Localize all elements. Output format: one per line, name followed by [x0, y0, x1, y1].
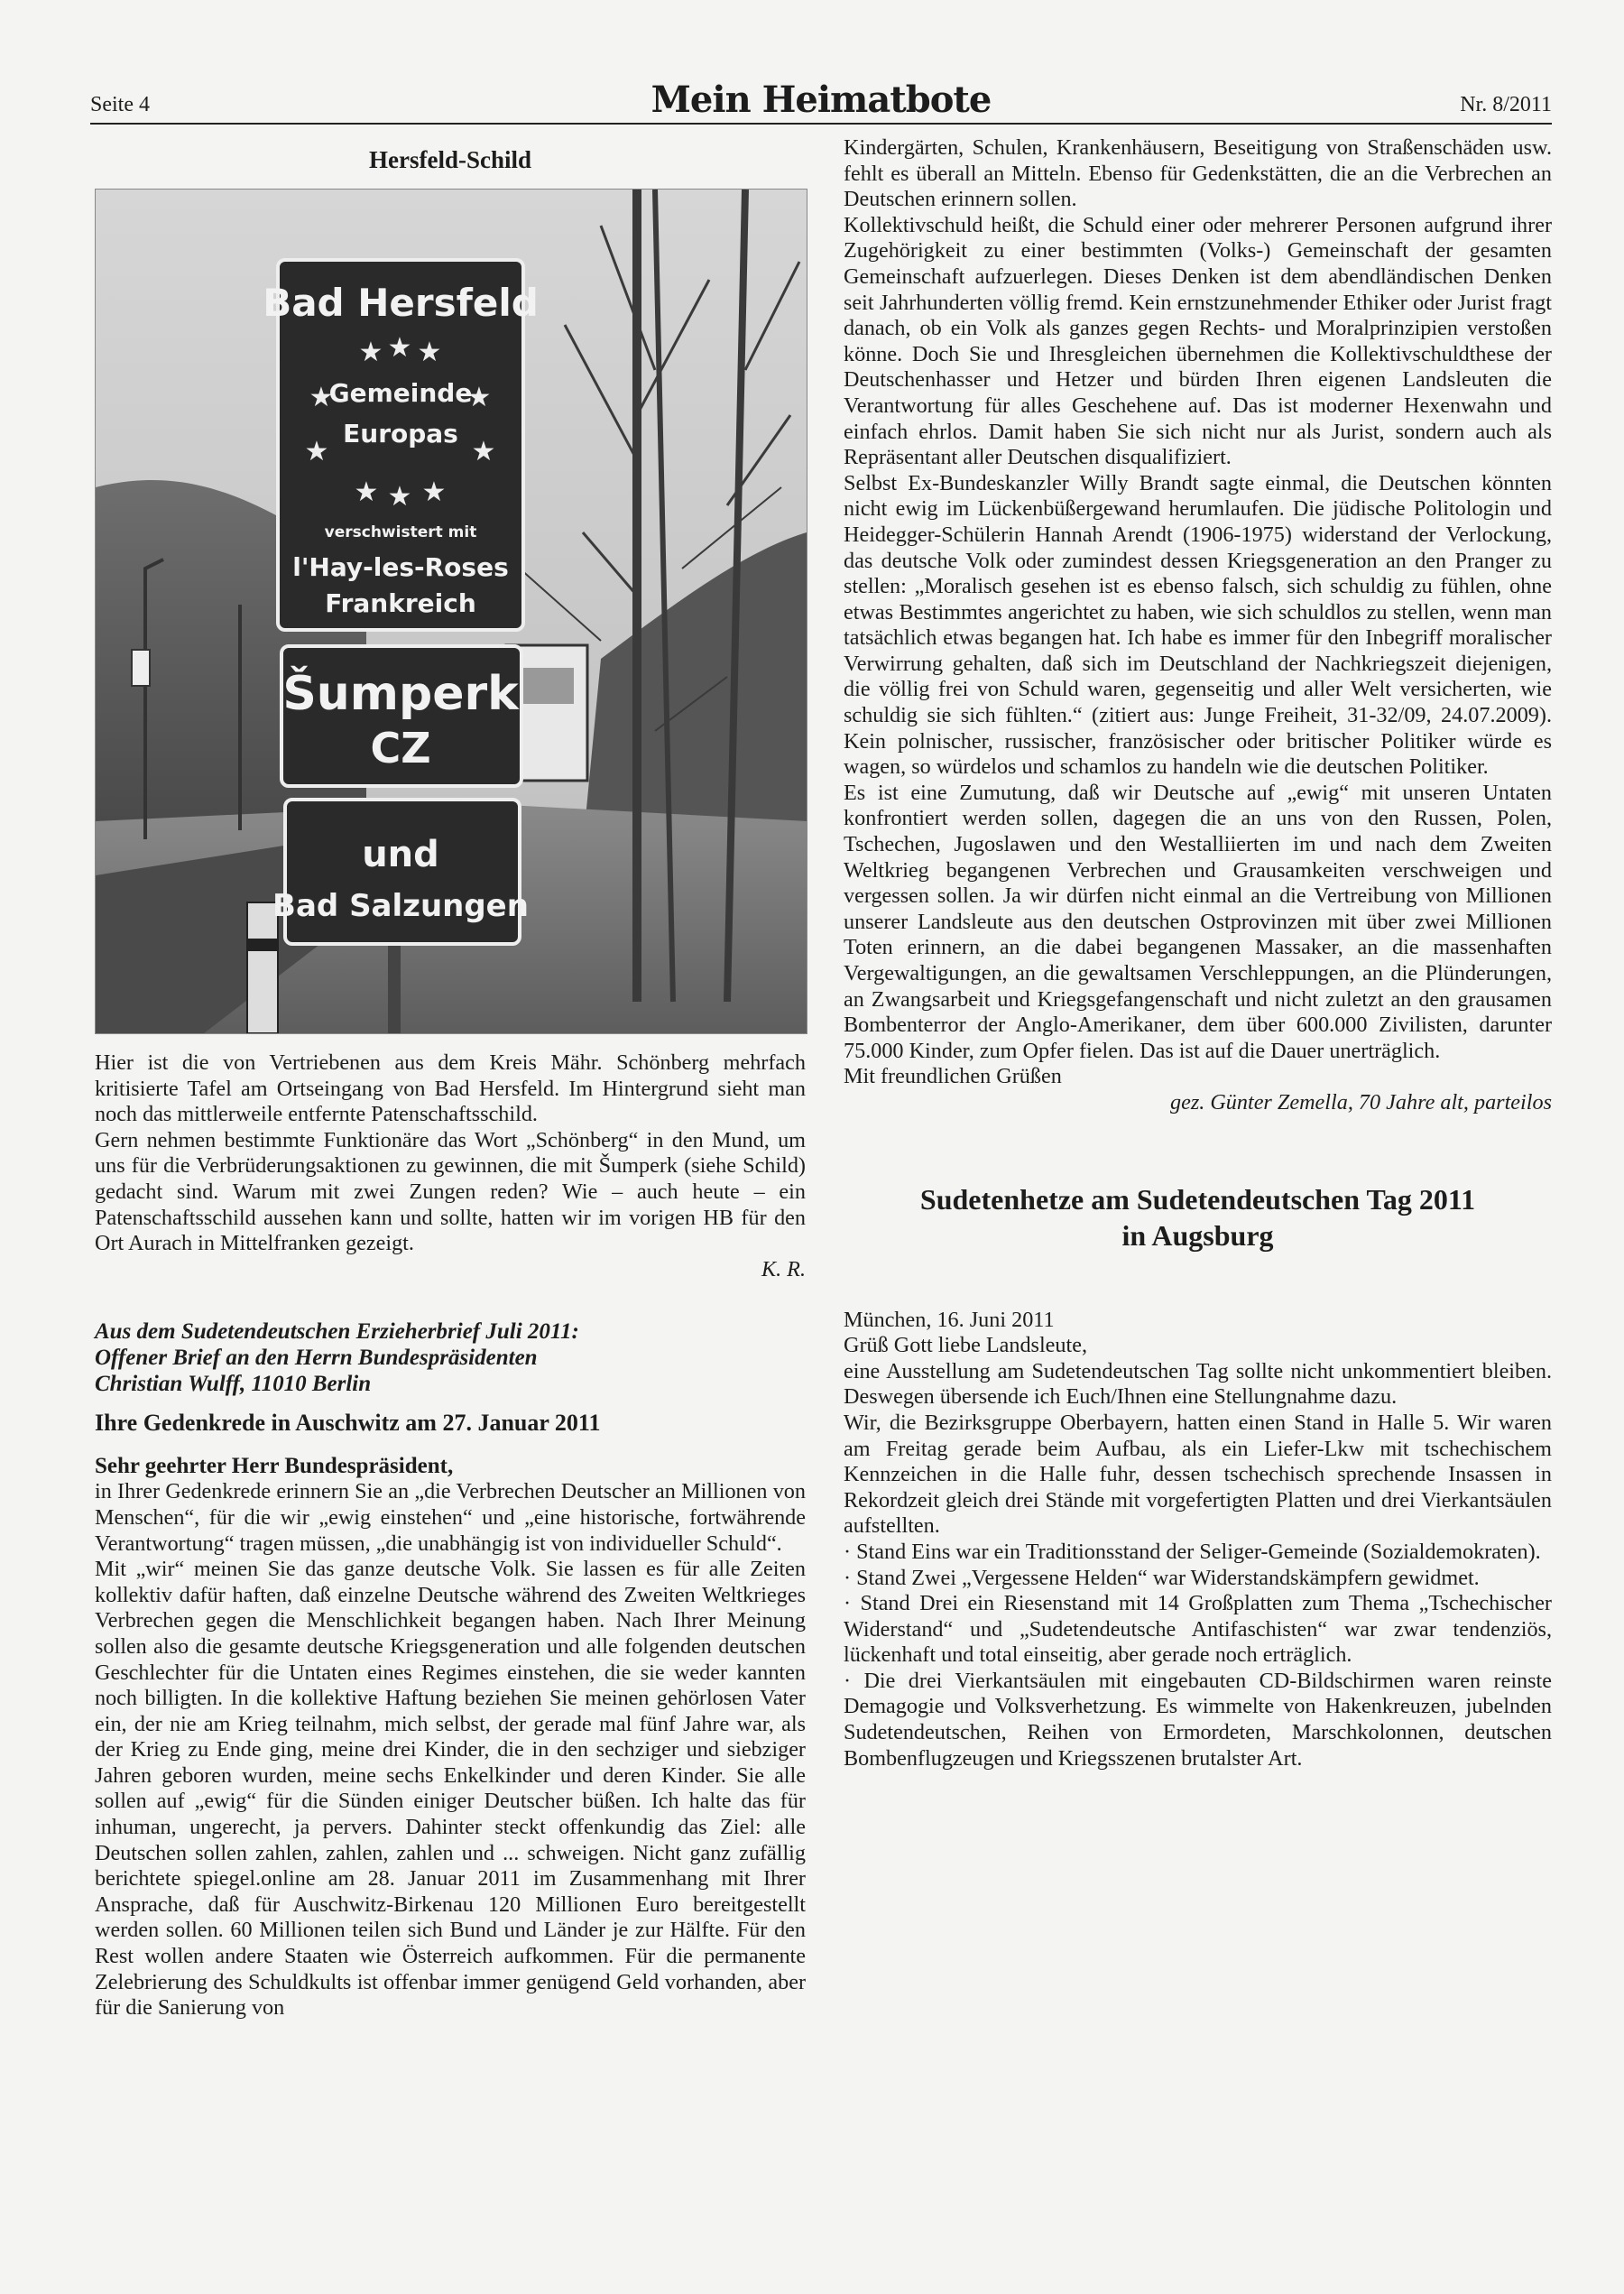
sign-line-2: Gemeinde: [328, 378, 473, 408]
sign-line-9: und: [362, 834, 439, 875]
sign-line-1: Bad Hersfeld: [263, 281, 539, 325]
sign-line-3: Europas: [343, 419, 458, 449]
header-rule: [90, 123, 1552, 125]
sign-line-7: Šumperk: [282, 667, 519, 721]
caption-paragraph-1: Hier ist die von Vertriebenen aus dem Kreis Mähr. Schönberg mehrfach kritisierte Tafel am Ortseingang von Bad Hersfeld. Im Hintergrund sieht man noch das mittlerweile entfernte Patenschaftsschild.: [95, 1050, 806, 1127]
letter-cont-paragraph-1: Kindergärten, Schulen, Krankenhäusern, Beseitigung von Straßenschäden usw. fehlt es überall an Mitteln. Ebenso für Gedenkstätten, die an die Verbrechen an Deutschen erinnern sollen.: [844, 135, 1552, 212]
page-header: [90, 79, 1552, 123]
left-column: [95, 135, 806, 2021]
sign-line-6: Frankreich: [325, 588, 476, 618]
letter-signature: gez. Günter Zemella, 70 Jahre alt, parteilos: [1169, 1089, 1552, 1115]
letter-paragraph-2: Mit „wir“ meinen Sie das ganze deutsche Volk. Sie lassen es für alle Zeiten kollektiv dafür haften, daß einzelne Deutsche während des Zweiten Weltkrieges Verbrechen gegen die Menschlichkeit begangen haben. Nach Ihrer Meinung sollen also die gesamte deutsche Kriegsgeneration und alle folgenden deutschen Geschlechter für die Untaten eines Regimes einstehen, die sie weder kannten noch billigten. In die kollektive Haftung beziehen Sie meinen gehörlosen Vater ein, der nie am Krieg teilnahm, mich selbst, der gerade mal fünf Jahre war, als der Krieg zu Ende ging, meine drei Kinder, die in den sechziger und siebziger Jahren geboren wurden, meine sechs Enkelkinder und deren Kinder. Sie alle sollen auf „ewig“ für die Sünden einiger Deutscher büßen. Ich halte das für inhuman, ungerecht, ja pervers. Dahinter steckt offenkundig das Ziel: alle Deutschen sollen zahlen, zahlen, zahlen und ... schweigen. Nicht ganz zufällig berichtete spiegel.online am 28. Januar 2011 im Zusammenhang mit Ihrer Ansprache, daß für Auschwitz-Birkenau 120 Millionen Euro bereitgestellt werden sollen. 60 Millionen teilen sich Bund und Länder je zur Hälfte. Für den Rest wollen andere Staaten wie Österreich aufkommen. Für die permanente Zelebrierung des Schuldkults ist offenbar immer genügend Geld vorhanden, aber für die Sanierung von: [95, 1557, 806, 2021]
letter-salutation: Sehr geehrter Herr Bundespräsident,: [95, 1454, 454, 1479]
page-number: Seite 4: [90, 93, 150, 116]
svg-text:★: ★: [421, 476, 447, 508]
svg-text:★: ★: [387, 481, 412, 513]
article-date: München, 16. Juni 2011: [844, 1307, 1055, 1332]
article-bullet-1: · Stand Eins war ein Traditionsstand der Seliger-Gemeinde (Sozialdemokraten).: [844, 1539, 1541, 1564]
article-bullet-3: · Stand Drei ein Riesenstand mit 14 Großplatten zum Thema „Tschechischer Widerstand“ und „Sudetendeutsche Antifaschisten“ war zwar tendenziös, lückenhaft und total einseitig, aber gerade noch erträglich.: [844, 1591, 1552, 1668]
svg-text:★: ★: [387, 332, 412, 364]
sign-line-4: verschwistert mit: [324, 523, 477, 541]
letter-closing: Mit freundlichen Grüßen: [844, 1064, 1062, 1089]
letter-intro: [95, 1318, 806, 1397]
letter-type: Offener Brief an den Herrn Bundespräsidenten: [95, 1346, 538, 1371]
svg-text:★: ★: [309, 382, 334, 413]
right-column: [844, 135, 1552, 1771]
article-title-line-2: in Augsburg: [1121, 1218, 1274, 1252]
caption-signature: K. R.: [761, 1256, 806, 1281]
caption-paragraph-2: Gern nehmen bestimmte Funktionäre das Wort „Schönberg“ in den Mund, um uns für die Verbrüderungsaktionen zu gewinnen, die mit Šumperk (siehe Schild) gedacht sind. Warum mit zwei Zungen reden? Wie – auch heute – ein Patenschaftsschild aussehen kann und sollte, hatten wir im vorigen HB für den Ort Aurach in Mittelfranken gezeigt.: [95, 1127, 806, 1256]
letter-source: Aus dem Sudetendeutschen Erzieherbrief Juli 2011:: [95, 1319, 579, 1345]
letter-cont-paragraph-3: Selbst Ex-Bundeskanzler Willy Brandt sagte einmal, die Deutschen könnten nicht ewig im Lückenbüßergewand herumlaufen. Die jüdische Politologin und Heidegger-Schülerin Hannah Arendt (1906-1975) widerstand der Verlockung, das deutsche Volk oder zumindest dessen Kriegsgeneration an den Pranger zu stellen: „Moralisch gesehen ist es ebenso falsch, sich schuldig zu fühlen, ohne etwas Bestimmtes angerichtet zu haben, wie sich schuldlos zu stellen, wenn man tatsächlich etwas begangen hat. Ich habe es immer für den Inbegriff moralischer Verwirrung gehalten, daß sich im Deutschland der Nachkriegszeit diejenigen, die völlig frei von Schuld waren, gegenseitig und aller Welt versicherten, wie schuldig sie sich fühlten.“ (zitiert aus: Junge Freiheit, 31-32/09, 24.07.2009). Kein polnischer, russischer, französischer oder britischer Politiker würde es wagen, so würdelos und schamlos zu handeln wie die deutschen Politiker.: [844, 470, 1552, 780]
letter-paragraph-1: in Ihrer Gedenkrede erinnern Sie an „die Verbrechen Deutscher an Millionen von Menschen“, für die wir „ewig einstehen“ und „eine historische, fortwährende Verantwortung“ tragen müssen, „die unabhängig ist von individueller Schuld“.: [95, 1479, 806, 1556]
masthead-logo: Mein Heimatbote: [651, 79, 992, 121]
svg-text:★: ★: [304, 436, 329, 467]
article-title: [844, 1181, 1552, 1253]
article-bullet-2: · Stand Zwei „Vergessene Helden“ war Widerstandskämpfern gewidmet.: [844, 1565, 1480, 1590]
sign-line-8: CZ: [370, 724, 431, 772]
letter-cont-paragraph-4: Es ist eine Zumutung, daß wir Deutsche auf „ewig“ mit unseren Untaten konfrontiert werden sollen, dagegen die an uns von den Russen, Polen, Tschechen, Jugoslawen und den Westalliierten im und nach dem Zweiten Weltkrieg begangenen Verbrechen und Grausamkeiten verschweigen und vergessen sollen. Ja wir dürfen nicht einmal an die Vertreibung von Millionen unserer Landsleute aus den deutschen Ostprovinzen mit über zwei Millionen Toten erinnern, an die dabei begangenen Massaker, an die massenhaften Vergewaltigungen, an die gewaltsamen Verschleppungen, an die Plünderungen, an Zwangsarbeit und Kriegsgefangenschaft und nicht zuletzt an den grausamen Bombenterror der Anglo-Amerikaner, dem über 600.000 Zivilisten, darunter 75.000 Kinder, zum Opfer fielen. Das ist auf die Dauer unerträglich.: [844, 780, 1552, 1063]
svg-text:★: ★: [471, 436, 496, 467]
letter-title: Ihre Gedenkrede in Auschwitz am 27. Januar 2011: [95, 1410, 601, 1437]
photo-title: Hersfeld-Schild: [369, 146, 531, 173]
letter-recipient: Christian Wulff, 11010 Berlin: [95, 1372, 372, 1397]
letter-cont-paragraph-2: Kollektivschuld heißt, die Schuld einer oder mehrerer Personen aufgrund ihrer Zugehörigkeit zu einer bestimmten (Volks-) Gemeinschaft der gesamten Gemeinschaft aufzuerlegen. Dieses Denken ist dem abendländischen Denken seit Jahrhunderten völlig fremd. Kein ernstzunehmender Ethiker oder Jurist fragt danach, ob ein Volk als ganzes gegen Rechts- und Moralprinzipien verstoßen könne. Doch Sie und Ihresgleichen übernehmen die Kollektivschuldthese der Deutschenhasser und Hetzer und bürden Ihren eigenen Landsleuten die Verantwortung für alles Geschehene auf. Das ist moderner Hexenwahn und einfach ehrlos. Damit haben Sie sich nicht nur als Jurist, sondern auch als Repräsentant aller Deutschen disqualifiziert.: [844, 212, 1552, 470]
sign-line-5: l'Hay-les-Roses: [292, 552, 509, 582]
svg-text:★: ★: [417, 337, 442, 368]
sign-line-10: Bad Salzungen: [272, 888, 529, 924]
issue-number: Nr. 8/2011: [1460, 93, 1552, 116]
svg-text:★: ★: [354, 476, 379, 508]
article-bullet-4: · Die drei Vierkantsäulen mit eingebauten CD-Bildschirmen waren reinste Demagogie und Volksverhetzung. Es wimmelte von Hakenkreuzen, jubelnden Sudetendeutschen, Reihen von Ermordeten, Marschkolonnen, deutschen Bombenflugzeugen und Kriegsszenen brutalster Art.: [844, 1668, 1552, 1771]
article-paragraph-2: Wir, die Bezirksgruppe Oberbayern, hatten einen Stand in Halle 5. Wir waren am Freitag gerade beim Aufbau, als ein Liefer-Lkw mit tschechischem Kennzeichen in die Halle fuhr, dessen tschechisch sprechende Insassen in Rekordzeit gleich drei Stände mit vorgefertigten Platten und drei Vierkantsäulen aufstellten.: [844, 1410, 1552, 1539]
article-title-line-1: Sudetenhetze am Sudetendeutschen Tag 2011: [919, 1182, 1476, 1216]
town-sign-photo: [95, 189, 807, 1034]
article-paragraph-1: eine Ausstellung am Sudetendeutschen Tag sollte nicht unkommentiert bleiben. Deswegen übersende ich Euch/Ihnen eine Stellungnahme dazu.: [844, 1358, 1552, 1410]
svg-text:★: ★: [466, 382, 492, 413]
article-greeting: Grüß Gott liebe Landsleute,: [844, 1333, 1088, 1358]
svg-text:★: ★: [358, 337, 383, 368]
